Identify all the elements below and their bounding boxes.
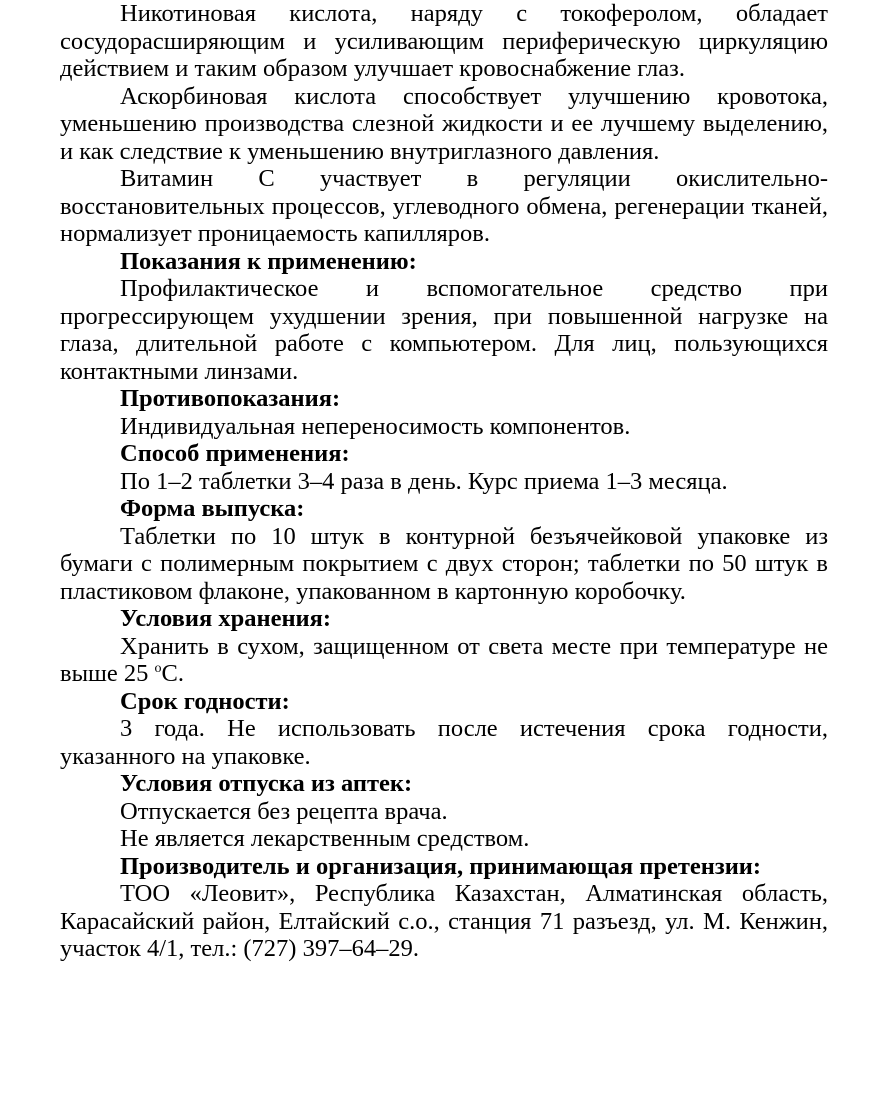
contraindications-heading: Противопоказания: <box>120 385 341 412</box>
usage-heading: Способ применения: <box>120 440 350 467</box>
storage-unit: С. <box>161 660 184 687</box>
contraindications-paragraph: Индивидуальная непереносимость компонентов. <box>120 412 631 440</box>
ascorbic-acid-paragraph: Аскорбиновая кислота способствует улучшению кровотока, уменьшению производства слезной жидкости и ее лучшему выделению, и как следствие к уменьшению внутриглазного давления. <box>60 82 828 165</box>
dispensing-paragraph-1: Отпускается без рецепта врача. <box>120 797 448 825</box>
dispensing-heading: Условия отпуска из аптек: <box>120 770 413 797</box>
nicotinic-acid-paragraph: Никотиновая кислота, наряду с токоферолом, обладает сосудорасширяющим и усиливающим периферическую циркуляцию действием и таким образом улучшает кровоснабжение глаз. <box>60 0 828 82</box>
release-form-paragraph: Таблетки по 10 штук в контурной безъячейковой упаковке из бумаги с полимерным покрытием с двух сторон; таблетки по 50 штук в пластиковом флаконе, упакованном в картонную коробочку. <box>60 522 828 605</box>
degree-sign: о <box>154 661 162 676</box>
vitamin-c-paragraph: Витамин С участвует в регуляции окислительно-восстановительных процессов, углеводного обмена, регенерации тканей, нормализует проницаемость капилляров. <box>60 165 828 247</box>
manufacturer-paragraph: ТОО «Леовит», Республика Казахстан, Алматинская область, Карасайский район, Елтайский с.о., станция 71 разъезд, ул. М. Кенжин, участок 4/1, тел.: (727) 397–64–29. <box>60 880 828 962</box>
release-form-heading: Форма выпуска: <box>120 495 305 522</box>
storage-paragraph <box>60 633 828 688</box>
shelf-life-paragraph: 3 года. Не использовать после истечения срока годности, указанного на упаковке. <box>60 715 828 770</box>
shelf-life-heading: Срок годности: <box>120 687 290 715</box>
dispensing-paragraph-2: Не является лекарственным средством. <box>120 825 530 852</box>
storage-heading: Условия хранения: <box>120 605 332 632</box>
leaflet-page <box>60 0 828 963</box>
manufacturer-heading: Производитель и организация, принимающая претензии: <box>120 852 762 880</box>
storage-text: Хранить в сухом, защищенном от света месте при температуре не выше 25 <box>60 632 828 687</box>
indications-heading: Показания к применению: <box>120 247 417 275</box>
usage-paragraph: По 1–2 таблетки 3–4 раза в день. Курс приема 1–3 месяца. <box>120 467 728 495</box>
indications-paragraph: Профилактическое и вспомогательное средство при прогрессирующем ухудшении зрения, при повышенной нагрузке на глаза, длительной работе с компьютером. Для лиц, пользующихся контактными линзами. <box>60 275 828 385</box>
